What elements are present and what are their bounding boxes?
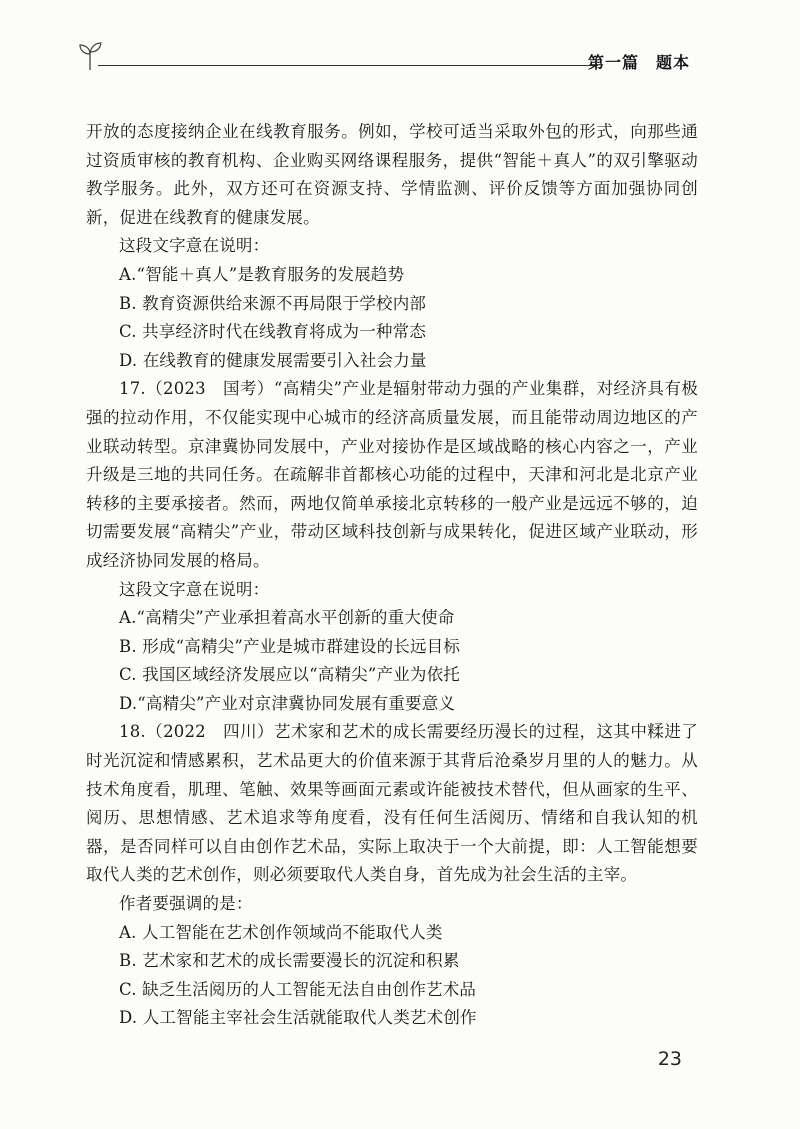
q16-option-c: C. 共享经济时代在线教育将成为一种常态 [119, 322, 427, 342]
intro-paragraph: 开放的态度接纳企业在线教育服务。例如，学校可适当采取外包的形式，向那些通过资质审核的教育机构、企业购买网络课程服务，提供“智能＋真人”的双引擎驱动教学服务。此外，双方还可在资源支持、学情监测、评价反馈等方面加强协同创新，促进在线教育的健康发展。 [86, 122, 698, 227]
q18-option-c: C. 缺乏生活阅历的人工智能无法自由创作艺术品 [119, 979, 477, 999]
header-divider [98, 65, 598, 66]
q18-prompt: 作者要强调的是： [119, 894, 253, 914]
q18-option-a: A. 人工智能在艺术创作领域尚不能取代人类 [119, 922, 443, 942]
q17-option-a: A.“高精尖”产业承担着高水平创新的重大使命 [119, 608, 455, 628]
q16-prompt: 这段文字意在说明： [119, 236, 270, 256]
page-header [78, 40, 690, 76]
q18-option-b: B. 艺术家和艺术的成长需要漫长的沉淀和积累 [119, 951, 460, 971]
page-content [86, 118, 698, 1033]
q18-stem: 18.（2022 四川）艺术家和艺术的成长需要经历漫长的过程，这其中糅进了时光沉淀和情感累积，艺术品更大的价值来源于其背后沧桑岁月里的人的魅力。从技术角度看，肌理、笔触、效果等画面元素或许能被技术替代，但从画家的生平、阅历、思想情感、艺术追求等角度看，没有任何生活阅历、情绪和自我认知的机器，是否同样可以自由创作艺术品，实际上取决于一个大前提，即：人工智能想要取代人类的艺术创作，则必须要取代人类自身，首先成为社会生活的主宰。 [86, 722, 698, 885]
q16-option-a: A.“智能＋真人”是教育服务的发展趋势 [119, 264, 405, 284]
q16-option-d: D. 在线教育的健康发展需要引入社会力量 [119, 350, 427, 370]
q18-option-d: D. 人工智能主宰社会生活就能取代人类艺术创作 [119, 1008, 477, 1028]
q17-stem: 17.（2023 国考）“高精尖”产业是辐射带动力强的产业集群，对经济具有极强的拉动作用，不仅能实现中心城市的经济高质量发展，而且能带动周边地区的产业联动转型。京津冀协同发展中，产业对接协作是区域战略的核心内容之一，产业升级是三地的共同任务。在疏解非首都核心功能的过程中，天津和河北是北京产业转移的主要承接者。然而，两地仅简单承接北京转移的一般产业是远远不够的，迫切需要发展“高精尖”产业，带动区域科技创新与成果转化，促进区域产业联动，形成经济协同发展的格局。 [86, 379, 698, 570]
q17-option-c: C. 我国区域经济发展应以“高精尖”产业为依托 [119, 665, 460, 685]
q17-option-d: D.“高精尖”产业对京津冀协同发展有重要意义 [119, 693, 456, 713]
q17-option-b: B. 形成“高精尖”产业是城市群建设的长远目标 [119, 636, 461, 656]
sprout-icon [78, 40, 102, 72]
q16-option-b: B. 教育资源供给来源不再局限于学校内部 [119, 293, 427, 313]
q17-prompt: 这段文字意在说明： [119, 579, 270, 599]
section-title: 第一篇 题本 [587, 53, 690, 72]
page-number: 23 [657, 1048, 682, 1070]
